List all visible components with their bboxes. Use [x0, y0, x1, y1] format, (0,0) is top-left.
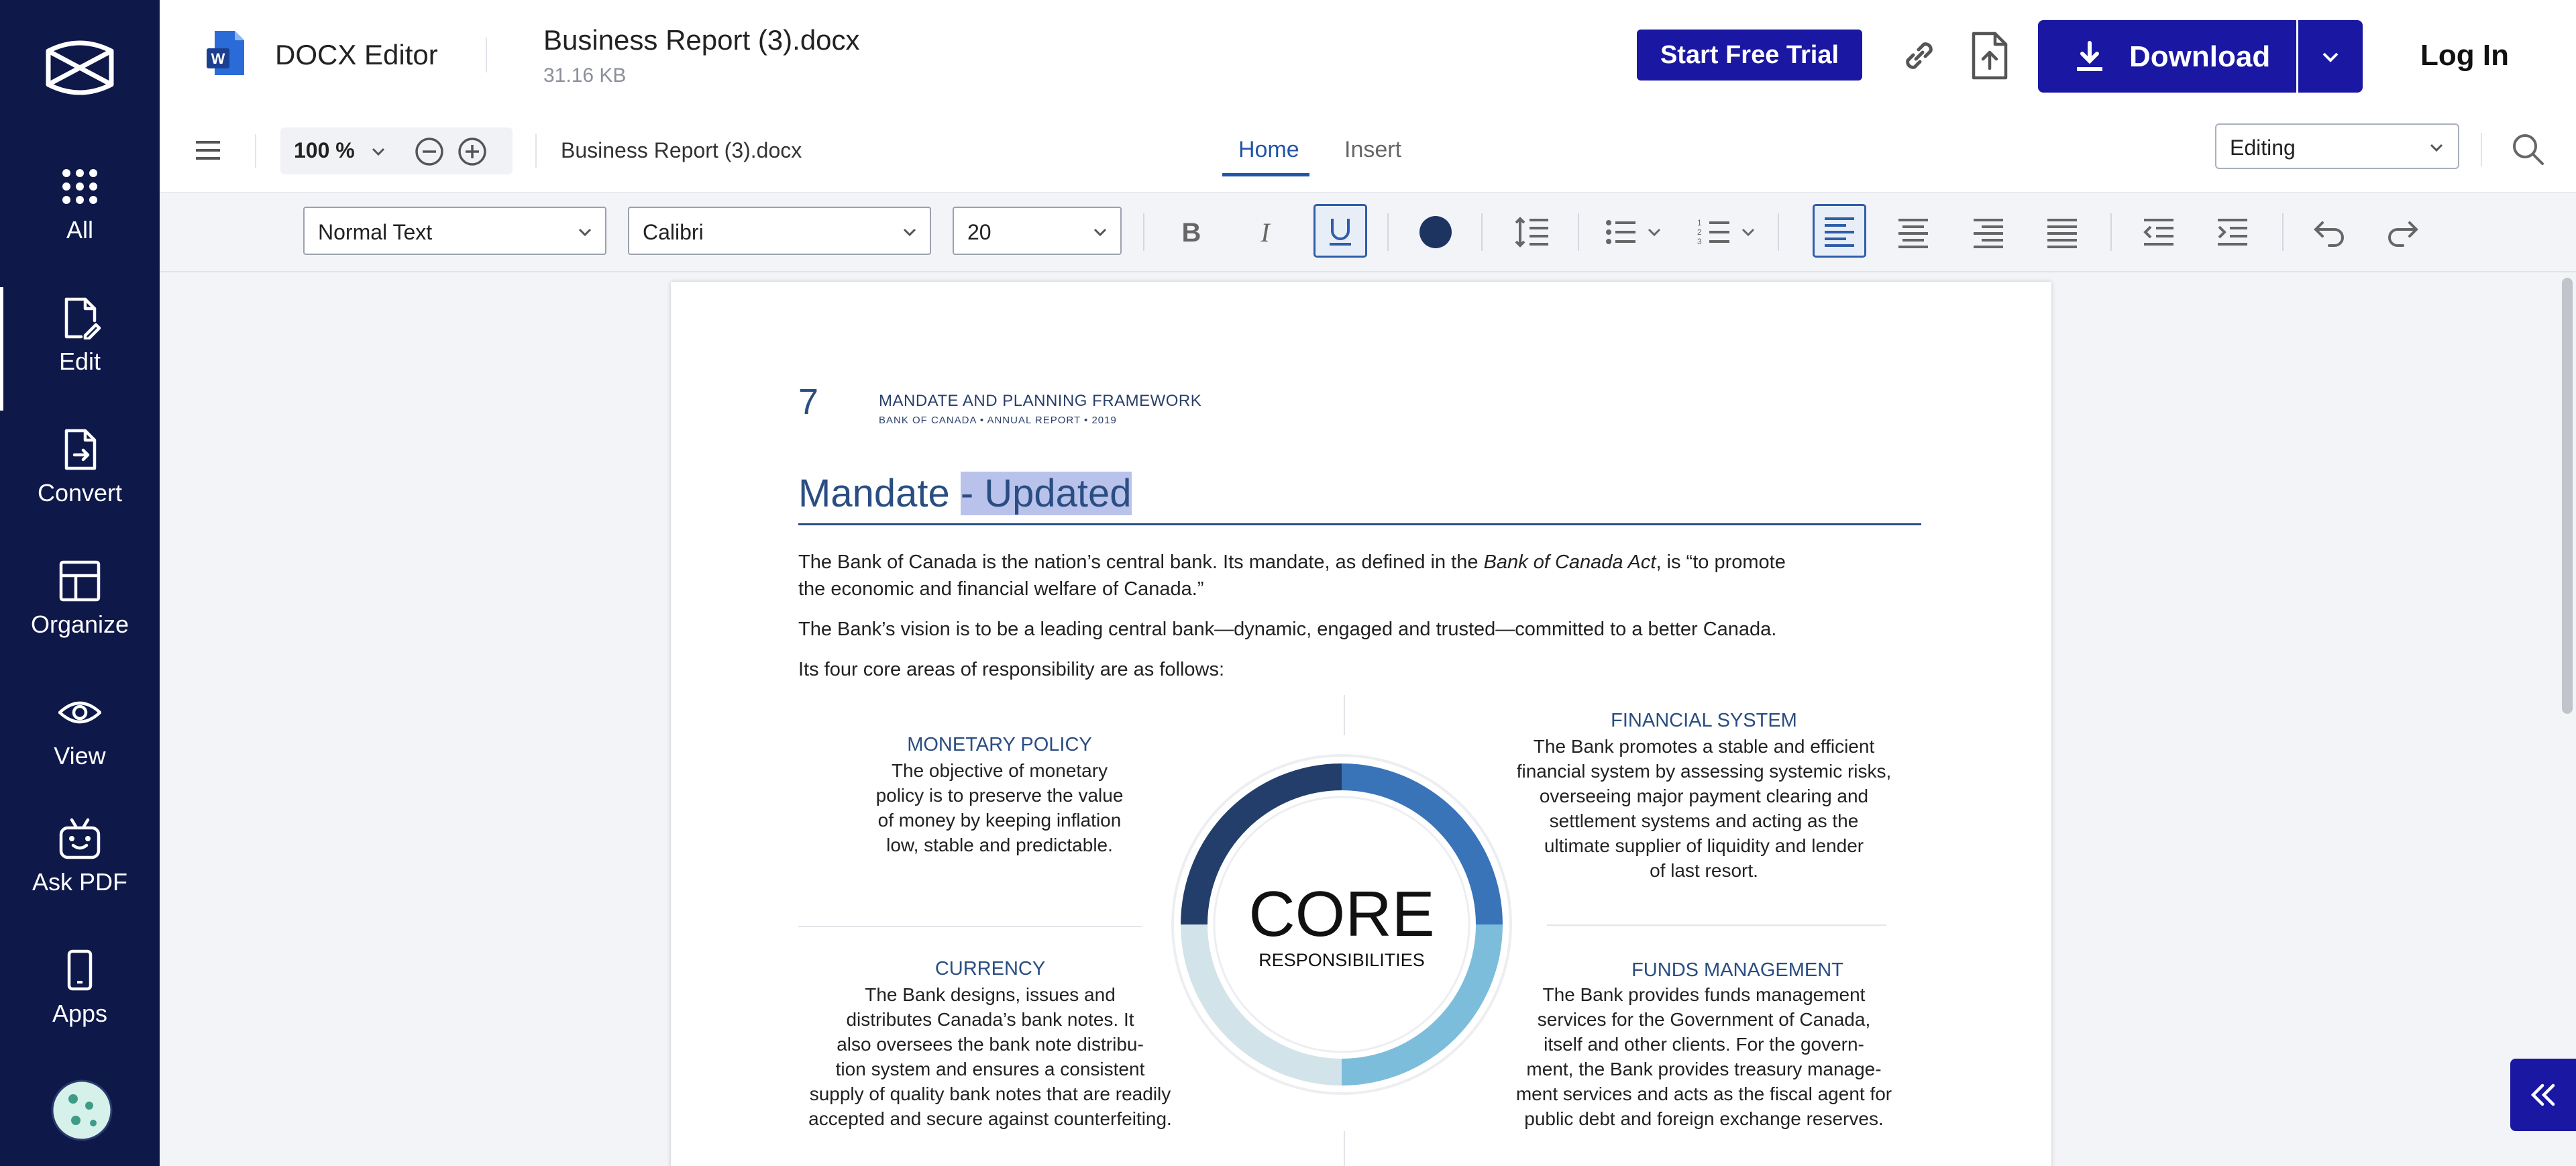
text-line: ultimate supplier of liquidity and lender [1544, 835, 1864, 856]
section-heading[interactable] [798, 471, 1132, 516]
rail-label-convert: Convert [37, 479, 123, 507]
currency-text [789, 982, 1191, 1131]
document-canvas[interactable] [160, 272, 2559, 1166]
increase-indent-icon[interactable] [2212, 212, 2253, 252]
phone-icon [58, 949, 101, 992]
divider [1143, 213, 1144, 251]
rail-item-apps[interactable] [0, 942, 160, 1069]
rail-label-view: View [54, 742, 106, 770]
document-page[interactable] [671, 282, 2051, 1166]
download-options-button[interactable] [2298, 20, 2363, 93]
paragraph-intro[interactable]: Its four core areas of responsibility are as follows: [798, 659, 1225, 680]
infographic-divider [798, 926, 1142, 927]
brand-logo[interactable] [43, 38, 117, 98]
chevron-down-icon [1091, 224, 1110, 240]
funds-management-title: FUNDS MANAGEMENT [1631, 959, 1843, 981]
underline-icon [1320, 211, 1360, 251]
redo-icon[interactable] [2383, 212, 2423, 252]
financial-system-text [1509, 734, 1898, 883]
rail-item-edit[interactable] [0, 290, 160, 417]
page-number: 7 [798, 382, 819, 422]
text-line: The objective of monetary [891, 760, 1108, 781]
rail-item-ask-pdf[interactable] [0, 810, 160, 938]
docx-file-icon [205, 28, 247, 79]
svg-text:3: 3 [1697, 237, 1702, 246]
text-color-icon[interactable] [1415, 212, 1456, 252]
chevron-down-icon [900, 224, 919, 240]
funds-management-text [1496, 982, 1912, 1131]
file-name[interactable]: Business Report (3).docx [543, 24, 860, 56]
font-size-value: 20 [967, 220, 991, 244]
zoom-control [280, 127, 513, 174]
text-line: public debt and foreign exchange reserves. [1524, 1108, 1884, 1129]
text-line: of last resort. [1650, 860, 1758, 881]
monetary-policy-text [832, 758, 1167, 857]
tab-home[interactable]: Home [1238, 137, 1299, 162]
text-line: The Bank provides funds management [1542, 984, 1866, 1005]
vertical-scrollbar[interactable] [2559, 272, 2576, 1166]
text-line: of money by keeping inflation [877, 810, 1122, 831]
chevron-down-icon [2427, 140, 2446, 156]
core-sublabel: RESPONSIBILITIES [1258, 950, 1425, 970]
underline-button[interactable] [1313, 204, 1367, 258]
search-icon[interactable] [2510, 131, 2545, 166]
edit-file-icon [58, 297, 101, 339]
core-responsibilities-graphic [1169, 751, 1515, 1098]
log-in-link[interactable]: Log In [2420, 39, 2509, 72]
rail-item-convert[interactable] [0, 421, 160, 549]
view-bar [160, 110, 2576, 193]
collapse-panel-button[interactable] [2510, 1059, 2576, 1131]
cookie-icon[interactable] [50, 1079, 113, 1142]
line-spacing-icon[interactable] [1512, 212, 1552, 252]
currency-title: CURRENCY [934, 958, 1046, 979]
svg-text:B: B [1181, 218, 1201, 248]
divider [1778, 213, 1779, 251]
font-family-select[interactable] [628, 207, 931, 255]
divider [1481, 213, 1483, 251]
scrollbar-thumb[interactable] [2562, 278, 2573, 714]
eye-icon [58, 691, 101, 734]
font-family-value: Calibri [643, 220, 704, 244]
left-rail [0, 0, 160, 1166]
numbered-list-icon[interactable] [1696, 212, 1763, 252]
text-line: The Bank designs, issues and [865, 984, 1116, 1005]
rail-label-ask-pdf: Ask PDF [32, 868, 127, 896]
text-line: settlement systems and acting as the [1549, 810, 1859, 831]
grid-icon [58, 165, 101, 208]
text-line: policy is to preserve the value [875, 785, 1124, 806]
zoom-in-icon[interactable] [458, 137, 487, 166]
paragraph-mandate[interactable] [798, 549, 1898, 602]
document-name-label: Business Report (3).docx [561, 138, 802, 162]
app-name: DOCX Editor [275, 39, 438, 70]
double-chevron-left-icon [2529, 1081, 2557, 1108]
editing-mode-select[interactable] [2215, 123, 2459, 169]
format-toolbar [160, 193, 2576, 272]
download-button[interactable] [2038, 20, 2296, 93]
svg-text:I: I [1260, 217, 1270, 248]
text-line: overseeing major payment clearing and [1539, 786, 1869, 806]
text-line: ment, the Bank provides treasury manage- [1526, 1059, 1882, 1079]
text-line: The Bank promotes a stable and efficient [1533, 736, 1875, 757]
editing-mode-value: Editing [2230, 136, 2296, 160]
text-line: ment services and acts as the fiscal agent for [1515, 1083, 1892, 1104]
bullet-list-icon[interactable] [1602, 212, 1669, 252]
rail-item-all[interactable] [0, 158, 160, 286]
font-size-select[interactable] [953, 207, 1122, 255]
align-right-icon[interactable] [1968, 212, 2008, 252]
paragraph-vision[interactable]: The Bank’s vision is to be a leading central bank—dynamic, engaged and trusted—committed to a better Canada. [798, 619, 1777, 640]
divider [2282, 213, 2284, 251]
text-line: low, stable and predictable. [886, 835, 1113, 855]
text-line: financial system by assessing systemic risks, [1516, 761, 1892, 782]
top-bar [160, 0, 2576, 110]
italic-icon[interactable] [1245, 212, 1285, 252]
chevron-down-icon [576, 224, 594, 240]
infographic-divider [1344, 695, 1345, 735]
heading-underline-rule [798, 523, 1921, 525]
align-center-icon[interactable] [1893, 212, 1933, 252]
divider [2481, 133, 2482, 166]
infographic-divider [1344, 1131, 1345, 1166]
bold-icon[interactable] [1171, 212, 1212, 252]
selected-text: - Updated [960, 472, 1132, 515]
undo-icon[interactable] [2309, 212, 2349, 252]
zoom-out-icon[interactable] [415, 137, 444, 166]
text-line: accepted and secure against counterfeiting. [808, 1108, 1172, 1129]
svg-text:1: 1 [1697, 218, 1702, 227]
divider [535, 134, 537, 168]
divider [1578, 213, 1579, 251]
link-icon[interactable] [1898, 35, 1940, 76]
paragraph-style-value: Normal Text [318, 220, 433, 244]
text-line: services for the Government of Canada, [1537, 1009, 1871, 1030]
text-line: itself and other clients. For the govern- [1544, 1034, 1864, 1055]
tab-insert[interactable]: Insert [1344, 137, 1402, 162]
divider [255, 134, 256, 168]
paragraph-style-select[interactable] [303, 207, 606, 255]
chevron-down-icon [2320, 47, 2341, 66]
rail-label-all: All [66, 216, 93, 244]
paragraph-text: The Bank of Canada is the nation’s central bank. Its mandate, as defined in the [798, 551, 1484, 573]
financial-system-title: FINANCIAL SYSTEM [1611, 710, 1797, 731]
rail-label-organize: Organize [30, 611, 129, 638]
text-line: distributes Canada’s bank notes. It [846, 1009, 1134, 1030]
running-header-subtitle: BANK OF CANADA • ANNUAL REPORT • 2019 [879, 415, 1117, 426]
text-line: tion system and ensures a consistent [835, 1059, 1145, 1079]
convert-file-icon [58, 428, 101, 471]
align-left-icon [1819, 211, 1860, 251]
start-free-trial-button[interactable]: Start Free Trial [1637, 30, 1862, 81]
infographic-divider [1547, 924, 1886, 926]
decrease-indent-icon[interactable] [2139, 212, 2179, 252]
core-label: CORE [1248, 878, 1435, 950]
heading-text: Mandate [798, 472, 961, 515]
align-justify-icon[interactable] [2042, 212, 2082, 252]
hamburger-menu-icon[interactable] [193, 138, 223, 162]
file-size: 31.16 KB [543, 64, 627, 87]
zoom-level[interactable]: 100 % [294, 138, 355, 162]
divider [486, 38, 487, 72]
rail-item-organize[interactable] [0, 553, 160, 680]
divider [1387, 213, 1389, 251]
svg-text:2: 2 [1697, 227, 1702, 237]
chevron-down-icon[interactable] [369, 144, 388, 160]
paragraph-text: , is “to promote [1656, 551, 1786, 573]
divider [2110, 213, 2112, 251]
svg-text:W: W [211, 50, 225, 67]
paragraph-text: the economic and financial welfare of Canada.” [798, 578, 1204, 600]
robot-icon [58, 817, 101, 860]
align-left-button[interactable] [1813, 204, 1866, 258]
upload-file-icon[interactable] [1968, 31, 2011, 81]
rail-item-view[interactable] [0, 684, 160, 812]
rail-label-apps: Apps [52, 1000, 108, 1027]
text-line: supply of quality bank notes that are readily [809, 1083, 1171, 1104]
rail-label-edit: Edit [58, 348, 101, 375]
download-icon [2073, 40, 2106, 74]
active-tab-indicator [1222, 173, 1309, 176]
paragraph-italic-text: Bank of Canada Act [1483, 551, 1656, 573]
monetary-policy-title: MONETARY POLICY [907, 734, 1092, 755]
text-line: also oversees the bank note distribu- [837, 1034, 1144, 1055]
running-header-title: MANDATE AND PLANNING FRAMEWORK [879, 392, 1202, 410]
download-label: Download [2129, 40, 2271, 73]
layout-icon [58, 560, 101, 602]
